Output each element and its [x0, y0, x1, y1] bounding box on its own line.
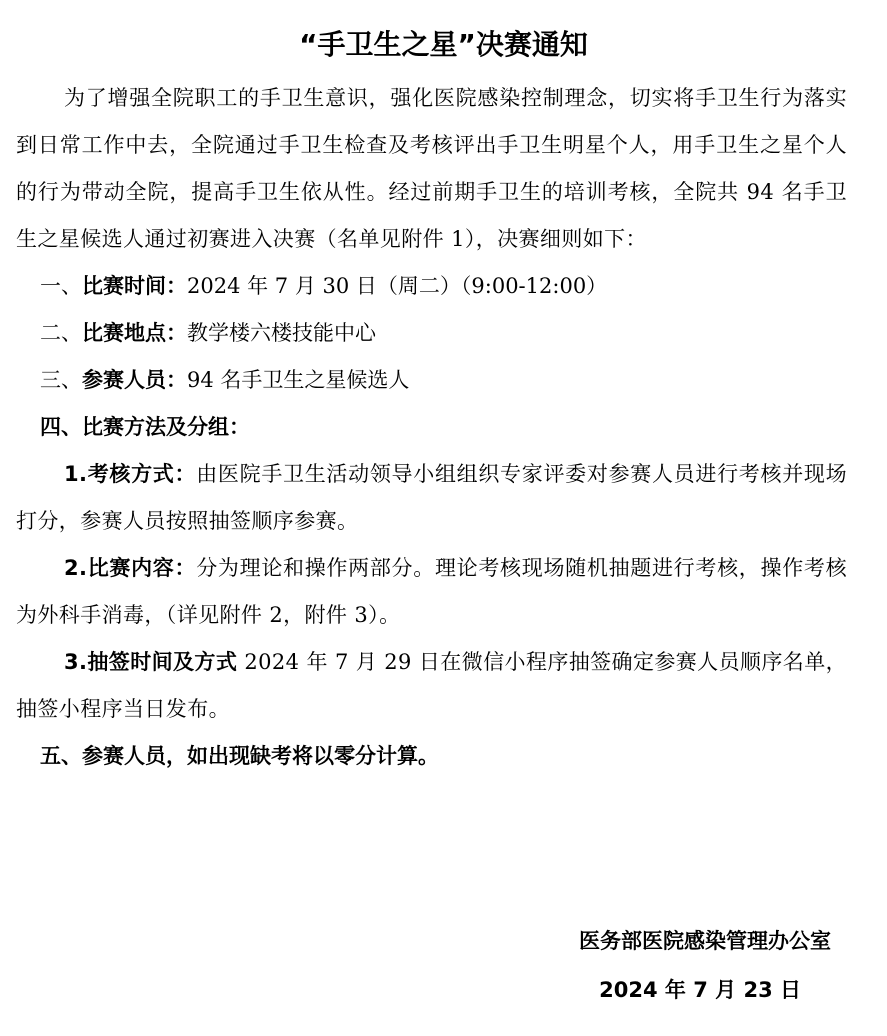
item-competition-time	[16, 263, 847, 310]
item-number: 二、	[40, 321, 82, 345]
item-participants	[16, 357, 847, 404]
section4-sub-content	[16, 545, 847, 639]
item-label: 比赛地点：	[82, 321, 187, 345]
signature-date: 2024 年 7 月 23 日	[599, 978, 801, 1002]
sub-label: 3.抽签时间及方式	[64, 650, 238, 674]
section4-sub-lottery	[16, 639, 847, 733]
intro-paragraph: 为了增强全院职工的手卫生意识，强化医院感染控制理念，切实将手卫生行为落实到日常工作中去，全院通过手卫生检查及考核评出手卫生明星个人，用手卫生之星个人的行为带动全院，提高手卫生依从性。经过前期手卫生的培训考核，全院共 94 名手卫生之星候选人通过初赛进入决赛（名单见附件 1），决赛细则如下：	[16, 86, 847, 251]
section4-sub-assessment	[16, 451, 847, 545]
section5-text: 五、参赛人员，如出现缺考将以零分计算。	[40, 744, 439, 768]
sub-text: 由医院手卫生活动领导小组组织专家评委对参赛人员进行考核并现场打分，参赛人员按照抽签顺序参赛。	[16, 462, 848, 533]
item-text: 2024 年 7 月 30 日（周二）（9:00-12:00）	[187, 274, 608, 298]
item-label: 比赛时间：	[82, 274, 187, 298]
section4-heading: 四、比赛方法及分组：	[40, 415, 250, 439]
item-competition-location	[16, 310, 847, 357]
sub-label: 2.比赛内容：	[64, 556, 197, 580]
item-text: 教学楼六楼技能中心	[187, 321, 376, 345]
signature-organization: 医务部医院感染管理办公室	[579, 929, 831, 953]
item-label: 参赛人员：	[82, 368, 187, 392]
item-text: 94 名手卫生之星候选人	[187, 368, 410, 392]
document-title: “手卫生之星”决赛通知	[299, 28, 588, 61]
item-number: 一、	[40, 274, 82, 298]
sub-text: 2024 年 7 月 29 日在微信小程序抽签确定参赛人员顺序名单，抽签小程序当日发布。	[16, 650, 847, 721]
item-number: 三、	[40, 368, 82, 392]
sub-text: 分为理论和操作两部分。理论考核现场随机抽题进行考核，操作考核为外科手消毒，（详见附件 2，附件 3）。	[16, 556, 848, 627]
sub-label: 1.考核方式：	[64, 462, 197, 486]
